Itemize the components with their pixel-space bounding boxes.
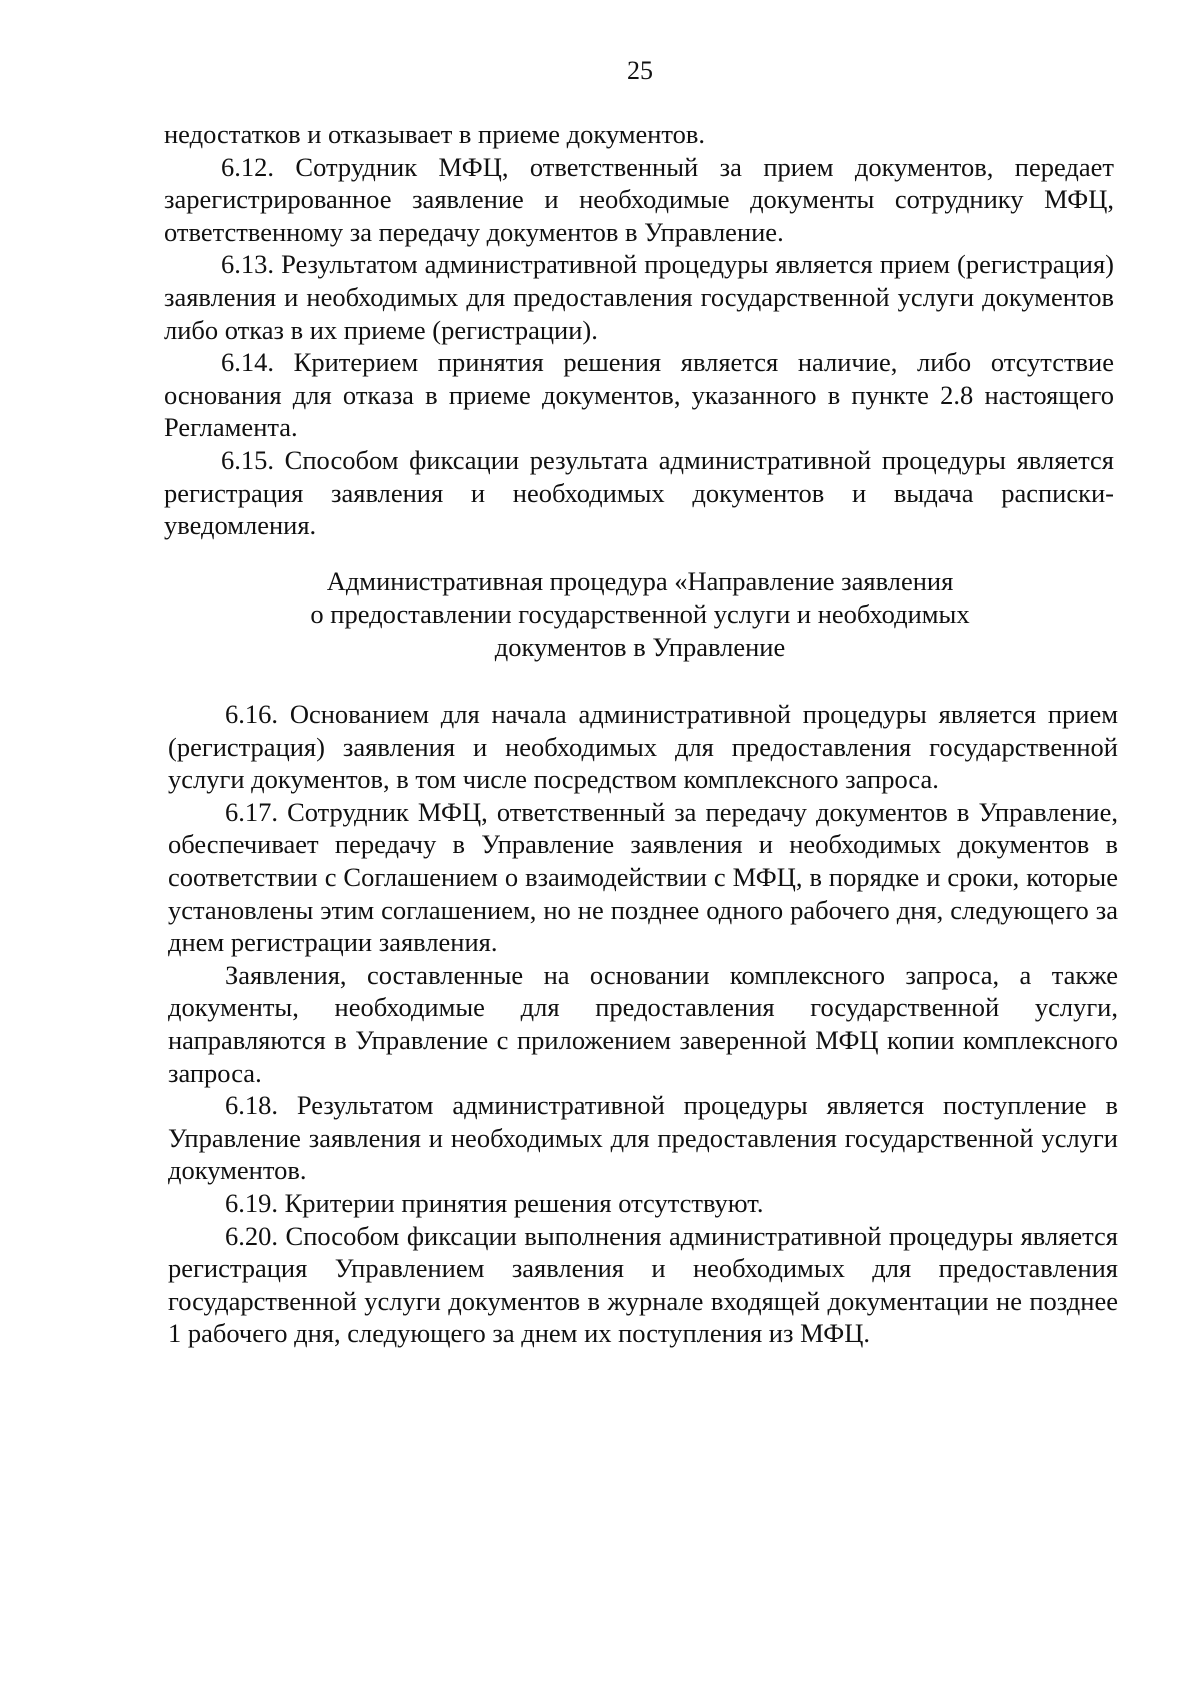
section-heading <box>250 565 1030 664</box>
paragraph-6-12: 6.12. Сотрудник МФЦ, ответственный за прием документов, передает зарегистрированное заявление и необходимые документы сотруднику МФЦ, ответственному за передачу документов в Управление. <box>164 151 1114 247</box>
page-number: 25 <box>627 56 653 85</box>
section-heading-line-3: документов в Управление <box>494 632 786 662</box>
section-heading-line-1: Административная процедура «Направление заявления <box>326 566 954 596</box>
paragraph-complex-request: Заявления, составленные на основании комплексного запроса, а также документы, необходимые для предоставления государственной услуги, направляются в Управление с приложением заверенной МФЦ копии комплексного запроса. <box>168 959 1118 1088</box>
text-block-lower <box>168 698 1118 1350</box>
paragraph-6-20: 6.20. Способом фиксации выполнения административной процедуры является регистрация Управлением заявления и необходимых для предоставления государственной услуги документов в журнале входящей документации не позднее 1 рабочего дня, следующего за днем их поступления из МФЦ. <box>168 1220 1118 1349</box>
paragraph-6-13: 6.13. Результатом административной процедуры является прием (регистрация) заявления и необходимых для предоставления государственной услуги документов либо отказ в их приеме (регистрации). <box>164 249 1114 345</box>
paragraph-continuation: недостатков и отказывает в приеме документов. <box>164 119 706 149</box>
paragraph-6-15: 6.15. Способом фиксации результата административной процедуры является регистрация заявления и необходимых документов и выдача расписки-уведомления. <box>164 444 1114 541</box>
paragraph-6-16: 6.16. Основанием для начала административной процедуры является прием (регистрация) заявления и необходимых для предоставления государственной услуги документов, в том числе посредством комплексного запроса. <box>168 699 1118 795</box>
paragraph-6-18: 6.18. Результатом административной процедуры является поступление в Управление заявления и необходимых для предоставления государственной услуги документов. <box>168 1090 1118 1186</box>
section-heading-line-2: о предоставлении государственной услуги и необходимых <box>310 599 970 629</box>
paragraph-6-17: 6.17. Сотрудник МФЦ, ответственный за передачу документов в Управление, обеспечивает передачу в Управление заявления и необходимых документов в соответствии с Соглашением о взаимодействии с МФЦ, в порядке и сроки, которые установлены этим соглашением, но не позднее одного рабочего дня, следующего за днем регистрации заявления. <box>168 796 1118 958</box>
paragraph-6-14: 6.14. Критерием принятия решения является наличие, либо отсутствие основания для отказа в приеме документов, указанного в пункте 2.8 настоящего Регламента. <box>164 347 1114 443</box>
paragraph-6-19: 6.19. Критерии принятия решения отсутствуют. <box>225 1187 764 1218</box>
text-block-upper <box>164 118 1114 542</box>
